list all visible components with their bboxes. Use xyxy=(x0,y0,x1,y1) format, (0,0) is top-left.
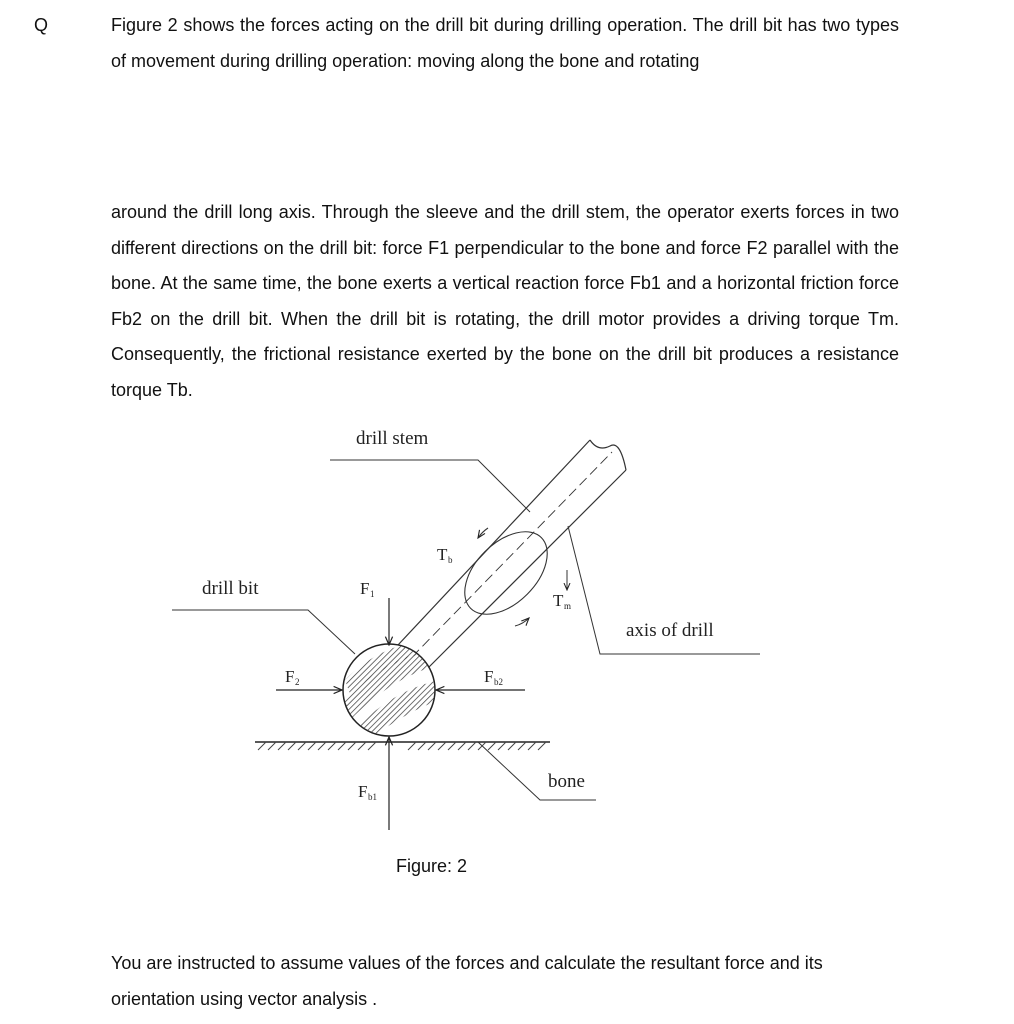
svg-text:1: 1 xyxy=(370,589,375,599)
drill-bit-ball xyxy=(340,642,440,742)
drill-shaft xyxy=(398,440,626,668)
symbol-f2 xyxy=(285,667,300,687)
torque-tb-arrow xyxy=(449,516,562,629)
label-drill-bit: drill bit xyxy=(202,578,259,599)
bone-surface xyxy=(255,742,550,750)
paragraph-forces: around the drill long axis. Through the sleeve and the drill stem, the operator exerts forces in two different directions on the drill bit: force F1 perpendicular to the bone and force F2 parallel with the bone. At the same time, the bone exerts a vertical reaction force Fb1 and a horizontal friction force Fb2 on the drill bit. When the drill bit is rotating, the drill motor provides a driving torque Tm. Consequently, the frictional resistance exerted by the bone on the drill bit produces a resistance torque Tb. xyxy=(111,202,899,400)
paragraph-intro: Figure 2 shows the forces acting on the drill bit during drilling operation. The drill bit has two types of movement during drilling operation: moving along the bone and rotating xyxy=(111,15,899,71)
svg-text:F: F xyxy=(360,579,370,598)
svg-text:F: F xyxy=(484,667,494,686)
svg-text:F: F xyxy=(358,782,368,801)
label-drill-stem: drill stem xyxy=(356,428,429,449)
label-bone: bone xyxy=(548,771,585,792)
svg-text:T: T xyxy=(553,591,564,610)
svg-text:b: b xyxy=(448,555,453,565)
svg-text:b2: b2 xyxy=(494,677,503,687)
symbol-fb2 xyxy=(484,667,503,687)
symbol-f1 xyxy=(360,579,375,599)
svg-text:T: T xyxy=(437,545,448,564)
svg-text:F: F xyxy=(285,667,295,686)
svg-text:b1: b1 xyxy=(368,792,377,802)
svg-text:m: m xyxy=(564,601,572,611)
svg-text:2: 2 xyxy=(295,677,300,687)
symbol-tb xyxy=(437,545,453,565)
paragraph-instruction: You are instructed to assume values of the forces and calculate the resultant force and its orientation using vector analysis . xyxy=(111,953,823,1009)
label-axis-of-drill: axis of drill xyxy=(626,620,714,641)
figure-caption: Figure: 2 xyxy=(396,856,468,876)
question-label: Q xyxy=(34,15,49,35)
symbol-fb1 xyxy=(358,782,377,802)
symbol-tm xyxy=(553,591,571,611)
